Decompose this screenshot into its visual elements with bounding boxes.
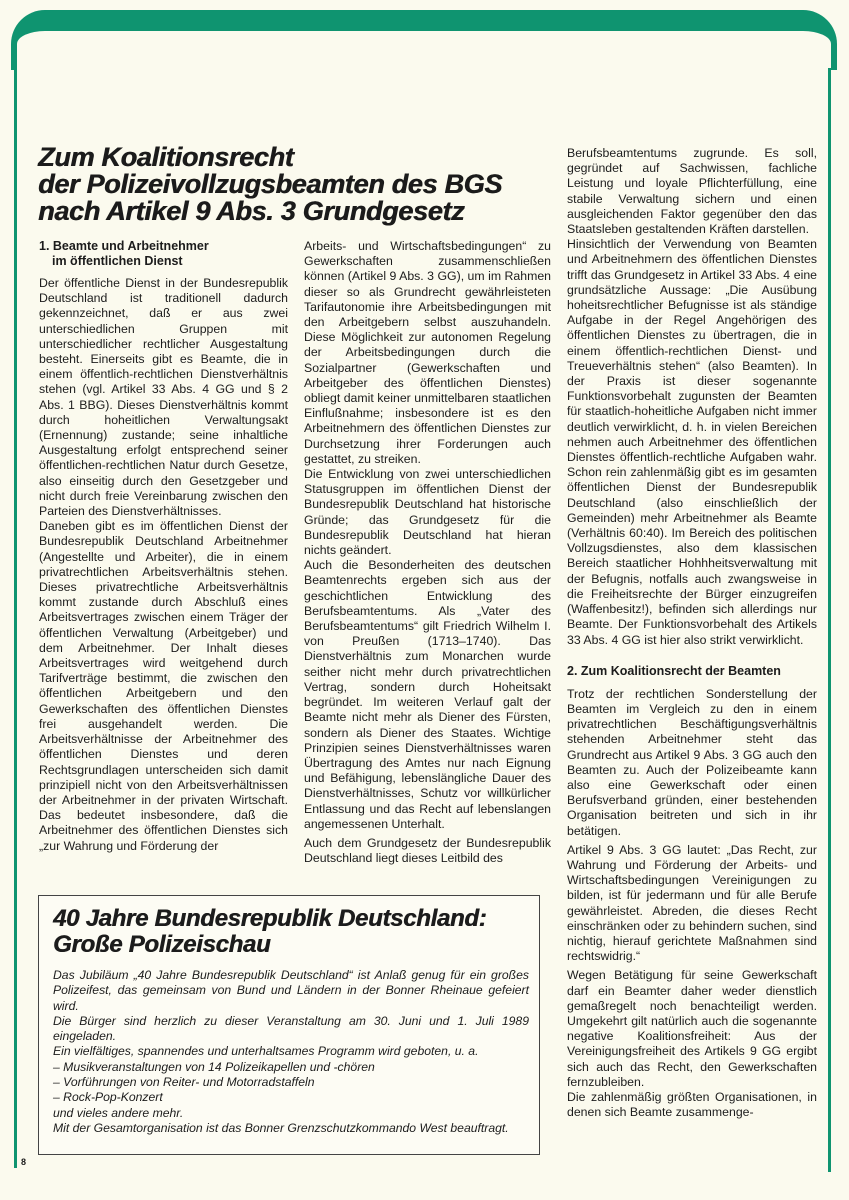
paragraph: Die zahlenmäßig größten Organisationen, in denen sich Beamte zusammenge- <box>567 1089 817 1120</box>
article-column-3 <box>567 146 817 1120</box>
green-frame-top-bar <box>11 10 837 70</box>
announcement-title-line-1: 40 Jahre Bundesrepublik Deutschland: <box>53 905 487 932</box>
headline-line-1: Zum Koalitionsrecht <box>38 142 294 172</box>
announcement-paragraph: Die Bürger sind herzlich zu dieser Veranstaltung am 30. Juni und 1. Juli 1989 eingeladen. <box>53 1013 529 1044</box>
announcement-title-line-2: Große Polizeischau <box>53 931 271 958</box>
announcement-closing: und vieles andere mehr. <box>53 1105 184 1120</box>
section-1-heading-line-2: im öffentlichen Dienst <box>52 254 183 268</box>
paragraph: Der öffentliche Dienst in der Bundesrepublik Deutschland ist traditionell dadurch gekennzeichnet, daß er aus zwei unterschiedlichen Gruppen mit unterschiedlicher rechtlicher Ausgestaltung besteht. Einerseits gibt es Beamte, die in einem öffentlich-rechtlichen Dienstverhältnis stehen (vgl. Artikel 33 Abs. 4 GG und § 2 Abs. 1 BBG). Dieses Dienstverhältnis kommt durch hoheitlichen Verwaltungsakt (Ernennung) zustande; seine inhaltliche Ausgestaltung erfolgt entsprechend seiner öffentlichen-rechtlichen Natur durch Gesetze, also einseitig durch den Gesetzgeber und nicht durch freie Vereinbarung zwischen den Parteien des Dienstverhältnisses. <box>39 276 288 519</box>
green-frame-right-rule <box>828 68 831 1172</box>
paragraph: Wegen Betätigung für seine Gewerkschaft darf ein Beamter daher weder dienstlich gemaßregelt noch benachteiligt werden. Umgekehrt gilt natürlich auch die sogenannte negative Koalitionsfreiheit: Aus der Vereinigungsfreiheit des Artikels 9 GG ergibt sich auch das Recht, den Gewerkschaften fernzubleiben. <box>567 968 817 1089</box>
page-number: 8 <box>21 1157 27 1167</box>
section-1-heading-line-1: 1. Beamte und Arbeitnehmer <box>39 239 209 253</box>
program-item: – Rock-Pop-Konzert <box>53 1090 529 1105</box>
announcement-paragraph: Das Jubiläum „40 Jahre Bundesrepublik Deutschland“ ist Anlaß genug für ein großes Polizeifest, das gemeinsam von Bund und Ländern in der Bonner Rheinaue gefeiert wird. <box>53 968 529 1013</box>
article-column-1 <box>39 239 288 854</box>
article-column-2 <box>304 239 551 866</box>
paragraph: Berufsbeamtentums zugrunde. Es soll, gegründet auf Sachwissen, fachliche Leistung und loyale Pflichterfüllung, eine stabile Verwaltung sichern und einen ausgleichenden Faktor gegenüber den das Staatsleben gestaltenden Kräften darstellen. <box>567 146 817 237</box>
announcement-paragraph: Ein vielfältiges, spannendes und unterhaltsames Programm wird geboten, u. a. <box>53 1044 479 1059</box>
program-item: – Musikveranstaltungen von 14 Polizeikapellen und -chören <box>53 1060 529 1075</box>
section-2-heading: 2. Zum Koalitionsrecht der Beamten <box>567 663 781 678</box>
announcement-closing: Mit der Gesamtorganisation ist das Bonner Grenzschutzkommando West beauftragt. <box>53 1120 509 1135</box>
paragraph: Artikel 9 Abs. 3 GG lautet: „Das Recht, zur Wahrung und Förderung der Arbeits- und Wirtschaftsbedingungen Vereinigungen zu bilden, ist für jedermann und für alle Berufe gewährleistet. Abreden, die dieses Recht einschränken oder zu behindern suchen, sind nichtig, hierauf gerichtete Maßnahmen sind rechtswidrig.“ <box>567 842 817 964</box>
announcement-title <box>53 906 529 958</box>
headline-line-3: nach Artikel 9 Abs. 3 Grundgesetz <box>38 196 465 226</box>
paragraph: Hinsichtlich der Verwendung von Beamten und Arbeitnehmern des öffentlichen Dienstes trifft das Grundgesetz in Artikel 33 Abs. 4 eine grundsätzliche Aussage: „Die Ausübung hoheitsrechtlicher Befugnisse ist als ständige Aufgabe in der Regel Angehörigen des öffentlichen Dienstes zu übertragen, die in einem öffentlich-rechtlichen Dienst- und Treueverhältnis stehen“ (also Beamten). In der Praxis ist dieser sogenannte Funktionsvorbehalt zugunsten der Beamten für staatlich-hoheitliche Aufgaben nicht immer deutlich verwirklicht, d. h. in vielen Bereichen nehmen auch Arbeitnehmer des öffentlichen Dienstes öffentlich-rechtliche Aufgaben wahr. Schon rein zahlenmäßig gibt es im gesamten öffentlichen Dienst der Bundesrepublik Deutschland (also einschließlich der Gemeinden) mehr Arbeitnehmer als Beamte (Verhältnis 60:40). Im Bereich des politischen Vollzugsdienstes, also dem klassischen Bereich staatlicher Hohhheitsverwaltung mit der Befugnis, notfalls auch zwangsweise in die Freiheitsrechte der Bürger einzugreifen (Waffenbesitz!), befinden sich allerdings nur Beamte. Der Funktionsvorbehalt des Artikels 33 Abs. 4 GG ist hier also strikt verwirklicht. <box>567 237 817 647</box>
headline-line-2: der Polizeivollzugsbeamten des BGS <box>38 169 502 199</box>
paragraph: Die Entwicklung von zwei unterschiedlichen Statusgruppen im öffentlichen Dienst der Bundesrepublik Deutschland hat historische Gründe; das Grundgesetz für die Bundesrepublik Deutschland hat hieran nichts geändert. <box>304 467 551 558</box>
paragraph: Auch die Besonderheiten des deutschen Beamtenrechts ergeben sich aus der geschichtlichen Entwicklung des Berufsbeamtentums. Als „Vater des Berufsbeamtentums“ gilt Friedrich Wilhelm I. von Preußen (1713–1740). Das Dienstverhältnis zum Monarchen wurde seither nicht mehr durch privatrechtlichen Vertrag, sondern durch Hoheitsakt begründet. Im weiteren Verlauf galt der Beamte nicht mehr als Diener des Fürsten, sondern als Diener des Staates. Wichtige Prinzipien seines Dienstverhältnisses waren Übertragung des Amtes nur nach Eignung und Befähigung, lebenslängliche Dauer des Dienstverhältnisses, Schutz vor willkürlicher Entlassung und das Recht auf lebenslangen angemessenen Unterhalt. <box>304 558 551 831</box>
article-headline <box>38 144 558 225</box>
paragraph: Arbeits- und Wirtschaftsbedingungen“ zu Gewerkschaften zusammenschließen können (Artikel 9 Abs. 3 GG), um im Rahmen dieser so als Grundrecht gewährleisteten Tarifautonomie ihre Arbeitsbedingungen mit den Arbeitgebern selbst auszuhandeln. Diese Möglichkeit zur autonomen Regelung der Arbeitsbedingungen durch die Sozialpartner (Gewerkschaften und Arbeitgeber des öffentlichen Dienstes) obliegt damit keiner unmittelbaren staatlichen Einflußnahme; insbesondere ist es den Arbeitnehmern des öffentlichen Dienstes zur Durchsetzung ihrer Forderungen auch gestattet, zu streiken. <box>304 239 551 466</box>
announcement-box <box>38 895 540 1155</box>
paragraph: Daneben gibt es im öffentlichen Dienst der Bundesrepublik Deutschland Arbeitnehmer (Angestellte und Arbeiter), die in einem privatrechtlichen Arbeitsverhältnis stehen. Dieses privatrechtliche Arbeitsverhältnis kommt zustande durch Abschluß eines Arbeitsvertrages zwischen einem Träger der öffentlichen Verwaltung (Arbeitgeber) und dem Arbeitnehmer. Der Inhalt dieses Arbeitsvertrages wird weitgehend durch Tarifverträge bestimmt, die zwischen den öffentlichen Arbeitgebern und den Gewerkschaften des öffentlichen Dienstes frei ausgehandelt werden. Die Arbeitsverhältnisse der Arbeitnehmer des öffentlichen Dienstes und deren Rechtsgrundlagen unterscheiden sich damit prinzipiell nicht von den Arbeitsverhältnissen der Arbeitnehmer in der privaten Wirtschaft. Das bedeutet insbesondere, daß die Arbeitnehmer des öffentlichen Dienstes sich „zur Wahrung und Förderung der <box>39 519 288 853</box>
paragraph: Trotz der rechtlichen Sonderstellung der Beamten im Vergleich zu den in einem privatrechtlichen Beschäftigungsverhältnis stehenden Arbeitnehmer steht das Grundrecht aus Artikel 9 Abs. 3 GG auch den Beamten zu. Auch der Polizeibeamte kann also eine Gewerkschaft oder einen Berufsverband gründen, einer bestehenden Organisation beitreten und sich in ihr betätigen. <box>567 686 817 838</box>
program-item: – Vorführungen von Reiter- und Motorradstaffeln <box>53 1075 529 1090</box>
paragraph: Auch dem Grundgesetz der Bundesrepublik Deutschland liegt dieses Leitbild des <box>304 835 551 866</box>
program-list <box>53 1060 529 1106</box>
green-frame-left-rule <box>14 68 17 1168</box>
announcement-body <box>53 968 529 1136</box>
section-1-heading <box>39 239 288 269</box>
